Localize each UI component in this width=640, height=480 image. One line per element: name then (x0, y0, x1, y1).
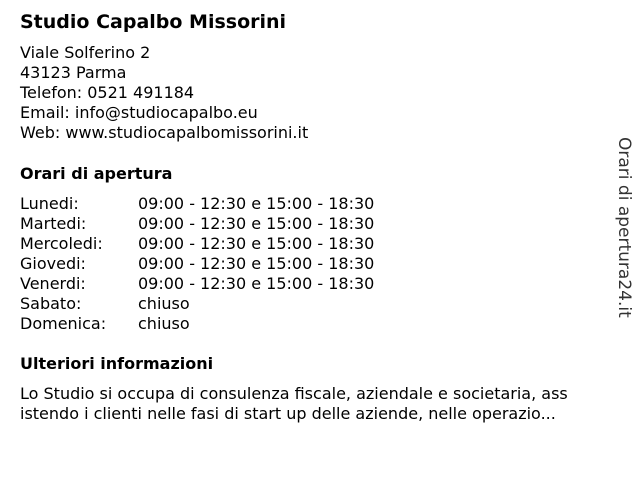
day-hours: 09:00 - 12:30 e 15:00 - 18:30 (138, 234, 375, 253)
day-hours: 09:00 - 12:30 e 15:00 - 18:30 (138, 214, 375, 233)
day-label: Venerdi: (20, 274, 86, 293)
description-line: istendo i clienti nelle fasi di start up delle aziende, nelle operazio... (20, 404, 556, 423)
day-label: Martedi: (20, 214, 87, 233)
day-label: Giovedi: (20, 254, 86, 273)
business-name: Studio Capalbo Missorini (20, 11, 287, 33)
opening-hours-heading: Orari di apertura (20, 164, 173, 183)
email-address: Email: info@studiocapalbo.eu (20, 103, 258, 122)
day-hours: chiuso (138, 294, 190, 313)
watermark-text: Orari di apertura24.it (614, 137, 634, 318)
address-block (20, 43, 308, 143)
day-hours: 09:00 - 12:30 e 15:00 - 18:30 (138, 254, 375, 273)
phone-number: Telefon: 0521 491184 (20, 83, 195, 102)
day-hours: 09:00 - 12:30 e 15:00 - 18:30 (138, 194, 375, 213)
city-postal-code: 43123 Parma (20, 63, 127, 82)
additional-info-heading: Ulteriori informazioni (20, 354, 214, 373)
watermark (612, 137, 638, 318)
day-hours: 09:00 - 12:30 e 15:00 - 18:30 (138, 274, 375, 293)
day-label: Mercoledi: (20, 234, 103, 253)
day-label: Sabato: (20, 294, 82, 313)
day-label: Lunedi: (20, 194, 79, 213)
website-address: Web: www.studiocapalbomissorini.it (20, 123, 309, 142)
additional-info-text (20, 384, 620, 424)
description-line: Lo Studio si occupa di consulenza fiscale, aziendale e societaria, ass (20, 384, 568, 403)
day-label: Domenica: (20, 314, 107, 333)
day-hours: chiuso (138, 314, 190, 333)
street-address: Viale Solferino 2 (20, 43, 151, 62)
